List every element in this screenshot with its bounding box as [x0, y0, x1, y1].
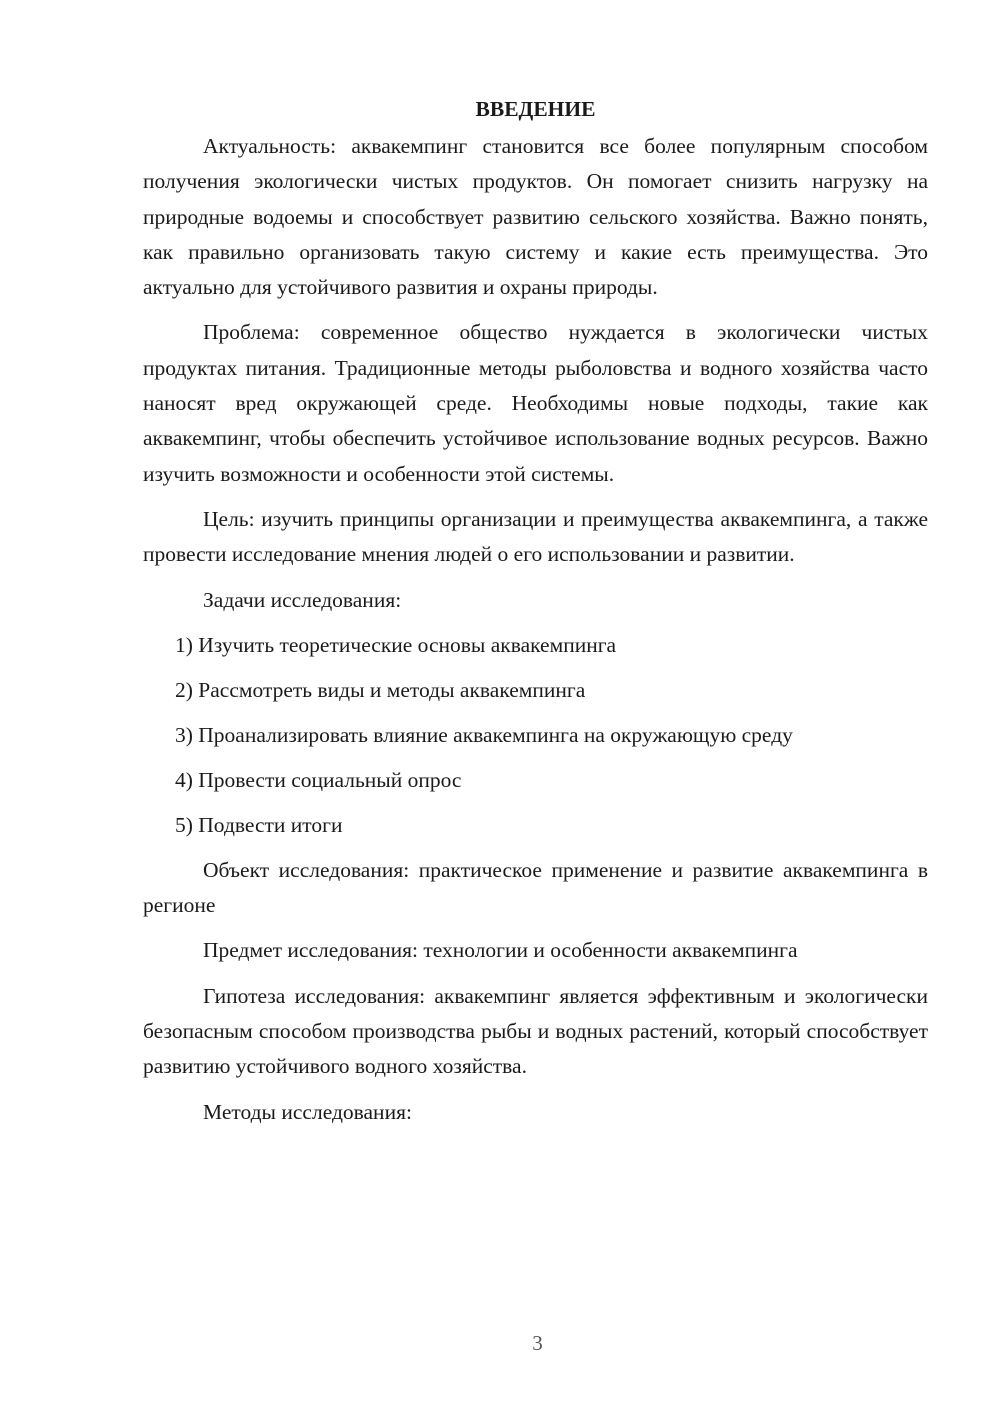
tasks-list	[143, 628, 928, 843]
list-item: 1) Изучить теоретические основы аквакемпинга	[175, 632, 617, 657]
paragraph-relevance: Актуальность: аквакемпинг становится все более популярным способом получения экологически чистых продуктов. Он помогает снизить нагрузку на природные водоемы и способствует развитию сельского хозяйства. Важно понять, как правильно организовать такую систему и какие есть преимущества. Это актуально для устойчивого развития и охраны природы.	[143, 134, 928, 300]
paragraph-subject: Предмет исследования: технологии и особенности аквакемпинга	[203, 938, 798, 963]
paragraph-hypothesis: Гипотеза исследования: аквакемпинг является эффективным и экологически безопасным способом производства рыбы и водных растений, который способствует развитию устойчивого водного хозяйства.	[143, 983, 928, 1079]
document-page	[143, 92, 928, 1140]
page-title: ВВЕДЕНИЕ	[475, 97, 596, 121]
list-item: 4) Провести социальный опрос	[175, 767, 462, 792]
list-item: 2) Рассмотреть виды и методы аквакемпинга	[175, 677, 586, 702]
paragraph-problem: Проблема: современное общество нуждается в экологически чистых продуктах питания. Традиционные методы рыболовства и водного хозяйства часто наносят вред окружающей среде. Необходимы новые подходы, такие как аквакемпинг, чтобы обеспечить устойчивое использование водных ресурсов. Важно изучить возможности и особенности этой системы.	[143, 320, 928, 486]
paragraph-goal: Цель: изучить принципы организации и преимущества аквакемпинга, а также провести исследование мнения людей о его использовании и развитии.	[143, 506, 928, 567]
list-item: 3) Проанализировать влияние аквакемпинга на окружающую среду	[175, 722, 793, 747]
list-item: 5) Подвести итоги	[175, 812, 343, 837]
paragraph-methods-heading: Методы исследования:	[203, 1099, 412, 1124]
page-number: 3	[532, 1331, 543, 1355]
paragraph-tasks-heading: Задачи исследования:	[203, 587, 402, 612]
paragraph-object: Объект исследования: практическое применение и развитие аквакемпинга в регионе	[143, 857, 928, 918]
